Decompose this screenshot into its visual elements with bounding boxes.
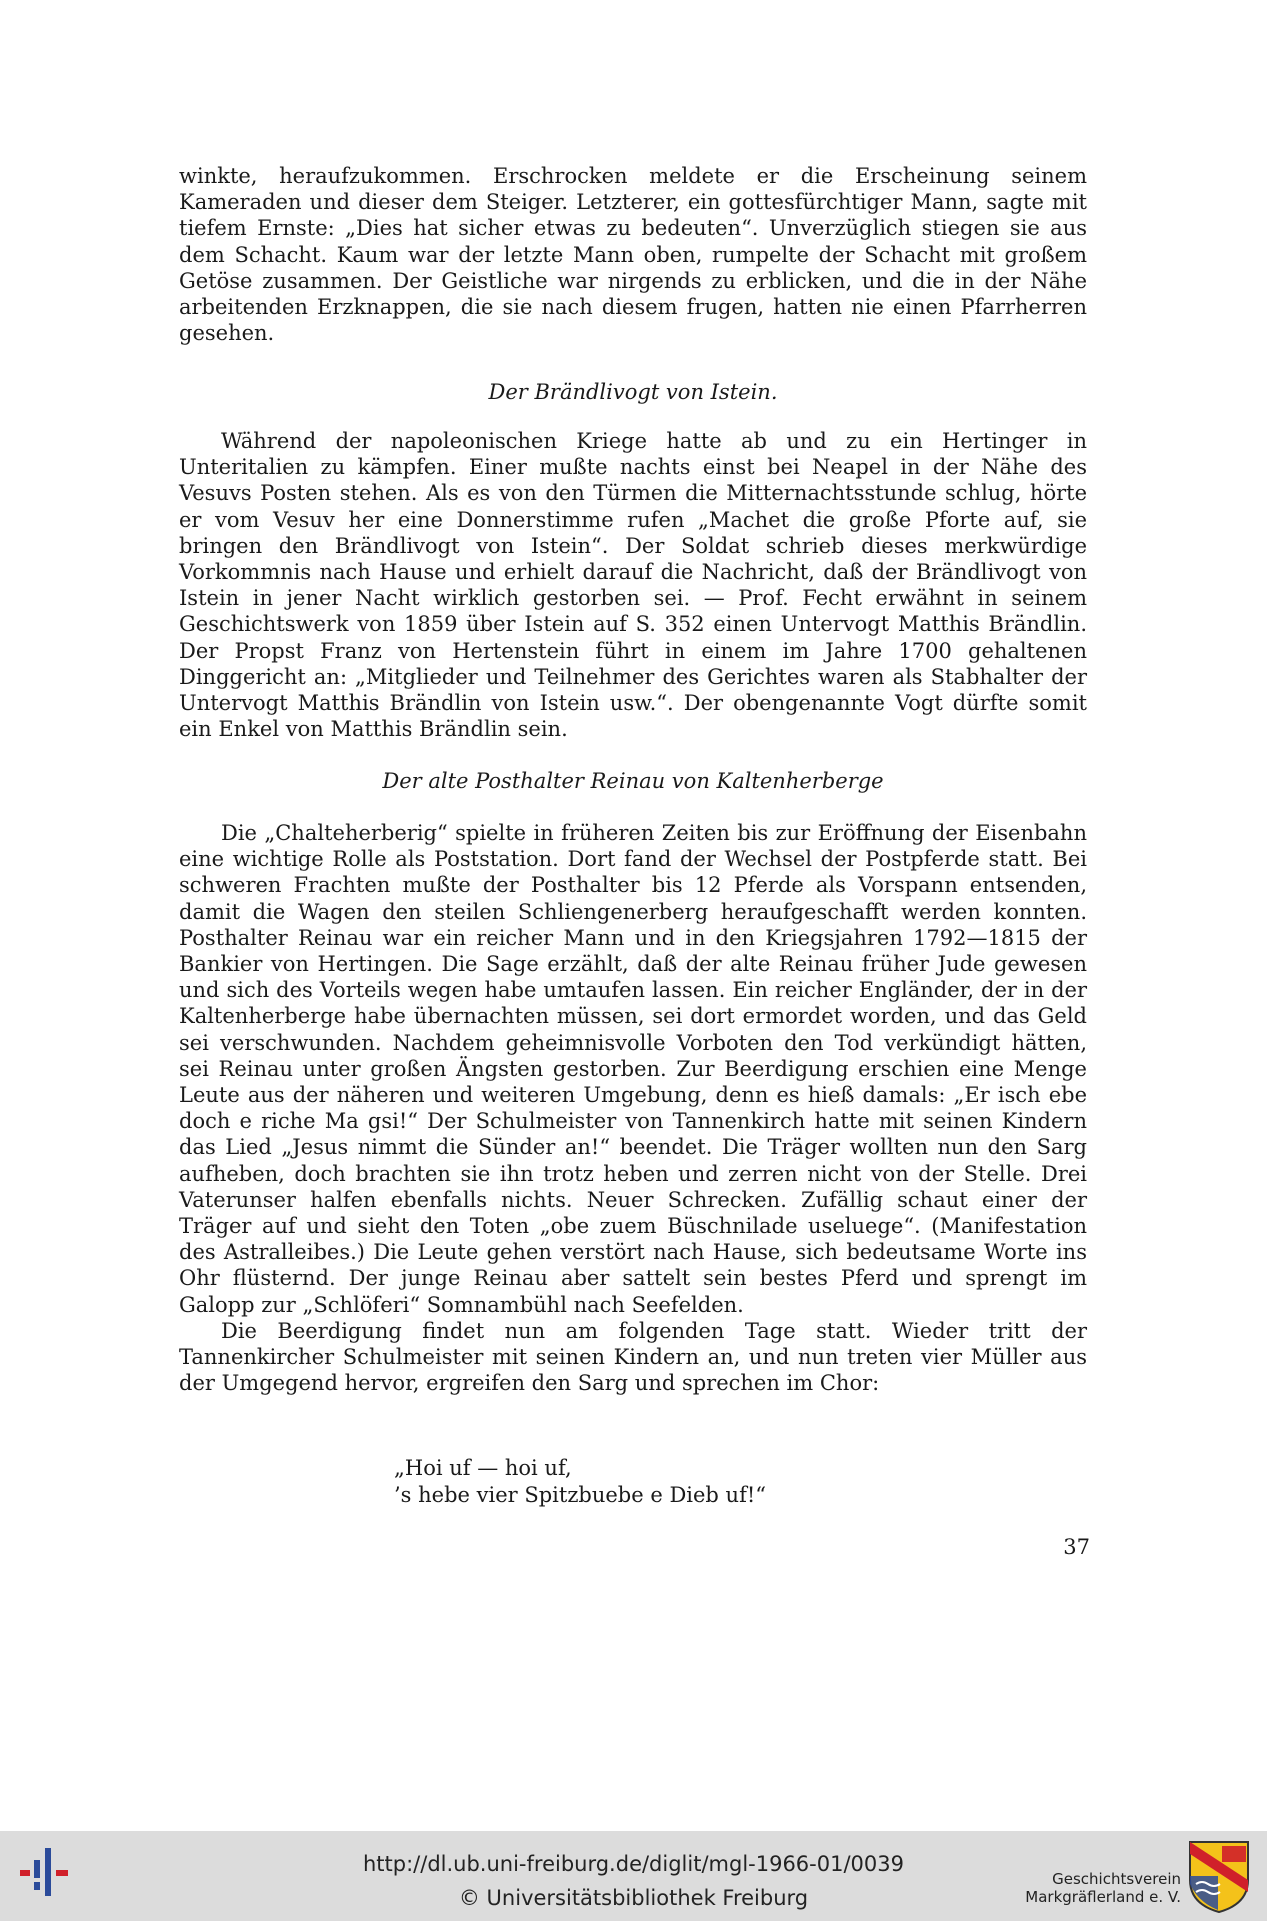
society-line-2: Markgräflerland e. V.: [1025, 1888, 1181, 1906]
verse-line-2: ’s hebe vier Spitzbuebe e Dieb uf!“: [394, 1483, 767, 1507]
society-line-1: Geschichtsverein: [1052, 1870, 1181, 1888]
body-text-braendlivogt: [179, 428, 1087, 742]
society-name: [1021, 1870, 1181, 1906]
coat-of-arms-icon: [1188, 1840, 1250, 1914]
verse-line-1: „Hoi uf — hoi uf,: [394, 1456, 572, 1480]
section-heading-posthalter: Der alte Posthalter Reinau von Kaltenherberge: [382, 769, 884, 793]
section-heading-braendlivogt: Der Brändlivogt von Istein.: [488, 380, 778, 404]
paragraph-opening: winkte, heraufzukommen. Erschrocken meldete er die Erscheinung seinem Kameraden und dieser dem Steiger. Letzterer, ein gottesfürchtiger Mann, sagte mit tiefem Ernste: „Dies hat sicher etwas zu bedeuten“. Unverzüglich stiegen sie aus dem Schacht. Kaum war der letzte Mann oben, rumpelte der Schacht mit großem Getöse zusammen. Der Geistliche war nirgends zu erblicken, und die in der Nähe arbeitenden Erzknappen, die sie nach diesem frugen, hatten nie einen Pfarrherren gesehen.: [179, 164, 1087, 346]
paragraph-posthalter: Die „Chalteherberig“ spielte in früheren Zeiten bis zur Eröffnung der Eisenbahn eine wichtige Rolle als Poststation. Dort fand der Wechsel der Postpferde statt. Bei schweren Frachten mußte der Posthalter bis 12 Pferde als Vorspann entsenden, damit die Wagen den steilen Schliengenerberg heraufgeschafft werden konnten. Posthalter Reinau war ein reicher Mann und in den Kriegsjahren 1792—1815 der Bankier von Hertingen. Die Sage erzählt, daß der alte Reinau früher Jude gewesen und sich des Vorteils wegen habe umtaufen lassen. Ein reicher Engländer, der in der Kaltenherberge habe übernachten müssen, sei dort ermordet worden, und das Geld sei verschwunden. Nachdem geheimnisvolle Vorboten den Tod verkündigt hätten, sei Reinau unter großen Ängsten gestorben. Zur Beerdigung erschien eine Menge Leute aus der näheren und weiteren Umgebung, denn es hieß damals: „Er isch ebe doch e riche Ma gsi!“ Der Schulmeister von Tannenkirch hatte mit seinen Kindern das Lied „Jesus nimmt die Sünder an!“ beendet. Die Träger wollten nun den Sarg aufheben, doch brachten sie ihn trotz heben und zerren nicht von der Stelle. Drei Vaterunser halfen ebenfalls nichts. Neuer Schrecken. Zufällig schaut einer der Träger auf und sieht den Toten „obe zuem Büschnilade useluege“. (Manifestation des Astralleibes.) Die Leute gehen verstört nach Hause, sich bedeutsame Worte ins Ohr flüsternd. Der junge Reinau aber sattelt sein bestes Pferd und sprengt im Galopp zur „Schlöferi“ Somnambühl nach Seefelden.: [179, 821, 1087, 1317]
body-text-top: [179, 163, 1087, 346]
body-text-posthalter: [179, 820, 1087, 1396]
footer-url-link[interactable]: http://dl.ub.uni-freiburg.de/diglit/mgl-1966-01/0039: [362, 1852, 904, 1876]
footer-copyright: © Universitätsbibliothek Freiburg: [458, 1886, 809, 1910]
page-number: 37: [1063, 1535, 1090, 1559]
paragraph-beerdigung: Die Beerdigung findet nun am folgenden Tage statt. Wieder tritt der Tannenkircher Schulmeister mit seinen Kindern an, und nun treten vier Müller aus der Umgegend hervor, ergreifen den Sarg und sprechen im Chor:: [179, 1318, 1087, 1396]
paragraph-braendlivogt: Während der napoleonischen Kriege hatte ab und zu ein Hertinger in Unteritalien zu kämpfen. Einer mußte nachts einst bei Neapel in der Nähe des Vesuvs Posten stehen. Als es von den Türmen die Mitternachtsstunde schlug, hörte er vom Vesuv her eine Donnerstimme rufen „Machet die große Pforte auf, sie bringen den Brändlivogt von Istein“. Der Soldat schrieb dieses merkwürdige Vorkommnis nach Hause und erhielt darauf die Nachricht, daß der Brändlivogt von Istein in jener Nacht wirklich gestorben sei. — Prof. Fecht erwähnt in seinem Geschichtswerk von 1859 über Istein auf S. 352 einen Untervogt Matthis Brändlin. Der Propst Franz von Hertenstein führt in einem im Jahre 1700 gehaltenen Dinggericht an: „Mitglieder und Teilnehmer des Gerichtes waren als Stabhalter der Untervogt Matthis Brändlin von Istein usw.“. Der obengenannte Vogt dürfte somit ein Enkel von Matthis Brändlin sein.: [179, 429, 1087, 742]
